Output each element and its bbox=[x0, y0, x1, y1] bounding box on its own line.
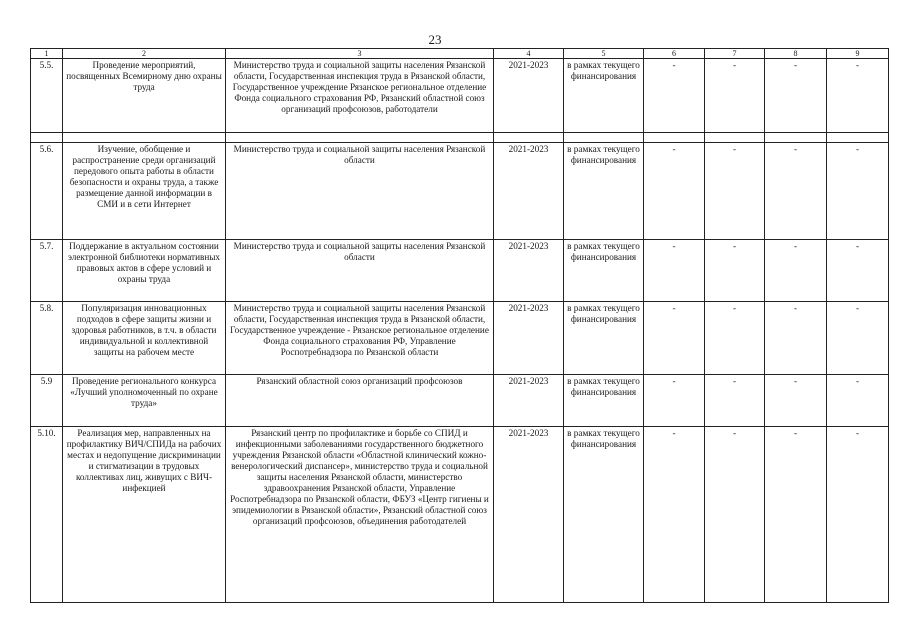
item-number: 5.10. bbox=[31, 427, 63, 603]
funding-cell: в рамках текущего финансирования bbox=[564, 143, 644, 240]
value-cell: - bbox=[644, 143, 705, 240]
event-cell: Поддержание в актуальном состоянии электронной библиотеки нормативных правовых актов в сфере условий и охраны труда bbox=[63, 240, 226, 302]
value-cell: - bbox=[827, 302, 889, 375]
value-cell: - bbox=[644, 302, 705, 375]
table-row bbox=[31, 59, 889, 133]
column-number: 8 bbox=[765, 49, 827, 59]
column-number: 2 bbox=[63, 49, 226, 59]
item-number: 5.5. bbox=[31, 59, 63, 133]
value-cell: - bbox=[765, 143, 827, 240]
executors-cell: Рязанский центр по профилактике и борьбе со СПИД и инфекционными заболеваниями государственного бюджетного учреждения Рязанской области «Областной клинический кожно-венерологический диспансер», министерство труда и социальной защиты населения Рязанской области, министерство здравоохранения Рязанской области, Управление Роспотребнадзора по Рязанской области, ФБУЗ «Центр гигиены и эпидемиологии в Рязанской области», Рязанский областной союз организаций профсоюзов, объединения работодателей bbox=[226, 427, 494, 603]
funding-cell: в рамках текущего финансирования bbox=[564, 302, 644, 375]
item-number: 5.7. bbox=[31, 240, 63, 302]
item-number: 5.6. bbox=[31, 143, 63, 240]
value-cell: - bbox=[705, 143, 765, 240]
column-number: 6 bbox=[644, 49, 705, 59]
activities-table bbox=[30, 48, 889, 603]
executors-cell: Министерство труда и социальной защиты населения Рязанской области bbox=[226, 240, 494, 302]
value-cell: - bbox=[705, 59, 765, 133]
executors-cell: Рязанский областной союз организаций профсоюзов bbox=[226, 375, 494, 427]
table-row bbox=[31, 302, 889, 375]
event-cell: Проведение регионального конкурса «Лучший уполномоченный по охране труда» bbox=[63, 375, 226, 427]
column-number: 1 bbox=[31, 49, 63, 59]
period-cell: 2021-2023 bbox=[494, 375, 564, 427]
value-cell: - bbox=[765, 302, 827, 375]
value-cell: - bbox=[705, 240, 765, 302]
period-cell: 2021-2023 bbox=[494, 302, 564, 375]
column-number: 7 bbox=[705, 49, 765, 59]
column-number: 4 bbox=[494, 49, 564, 59]
period-cell: 2021-2023 bbox=[494, 427, 564, 603]
funding-cell: в рамках текущего финансирования bbox=[564, 59, 644, 133]
period-cell: 2021-2023 bbox=[494, 143, 564, 240]
executors-cell: Министерство труда и социальной защиты населения Рязанской области bbox=[226, 143, 494, 240]
value-cell: - bbox=[705, 375, 765, 427]
executors-cell: Министерство труда и социальной защиты населения Рязанской области, Государственная инспекция труда в Рязанской области, Государственное учреждение Рязанское региональное отделение Фонда социального страхования РФ, Рязанский областной союз организаций профсоюзов, работодатели bbox=[226, 59, 494, 133]
event-cell: Реализация мер, направленных на профилактику ВИЧ/СПИДа на рабочих местах и недопущение дискриминации и стигматизации в трудовых коллективах лиц, живущих с ВИЧ-инфекцией bbox=[63, 427, 226, 603]
column-number-row bbox=[31, 49, 889, 59]
event-cell: Изучение, обобщение и распространение среди организаций передового опыта работы в области безопасности и охраны труда, а также размещение данной информации в СМИ и в сети Интернет bbox=[63, 143, 226, 240]
period-cell: 2021-2023 bbox=[494, 240, 564, 302]
value-cell: - bbox=[765, 240, 827, 302]
value-cell: - bbox=[827, 375, 889, 427]
value-cell: - bbox=[765, 375, 827, 427]
executors-cell: Министерство труда и социальной защиты населения Рязанской области, Государственная инспекция труда в Рязанской области, Государственное учреждение - Рязанское региональное отделение Фонда социального страхования РФ, Управление Роспотребнадзора по Рязанской области bbox=[226, 302, 494, 375]
table-row bbox=[31, 240, 889, 302]
item-number: 5.8. bbox=[31, 302, 63, 375]
value-cell: - bbox=[827, 240, 889, 302]
event-cell: Популяризация инновационных подходов в сфере защиты жизни и здоровья работников, в т.ч. в области индивидуальной и коллективной защиты на рабочем месте bbox=[63, 302, 226, 375]
event-cell: Проведение мероприятий, посвященных Всемирному дню охраны труда bbox=[63, 59, 226, 133]
value-cell: - bbox=[827, 143, 889, 240]
value-cell: - bbox=[644, 59, 705, 133]
value-cell: - bbox=[644, 427, 705, 603]
table-row bbox=[31, 143, 889, 240]
funding-cell: в рамках текущего финансирования bbox=[564, 427, 644, 603]
value-cell: - bbox=[705, 427, 765, 603]
value-cell: - bbox=[705, 302, 765, 375]
column-number: 3 bbox=[226, 49, 494, 59]
table-row bbox=[31, 427, 889, 603]
table-row bbox=[31, 375, 889, 427]
value-cell: - bbox=[644, 240, 705, 302]
column-number: 5 bbox=[564, 49, 644, 59]
value-cell: - bbox=[765, 427, 827, 603]
value-cell: - bbox=[827, 427, 889, 603]
page-number: 23 bbox=[428, 32, 442, 47]
value-cell: - bbox=[765, 59, 827, 133]
funding-cell: в рамках текущего финансирования bbox=[564, 240, 644, 302]
spacer-row bbox=[31, 133, 889, 143]
value-cell: - bbox=[644, 375, 705, 427]
period-cell: 2021-2023 bbox=[494, 59, 564, 133]
value-cell: - bbox=[827, 59, 889, 133]
column-number: 9 bbox=[827, 49, 889, 59]
funding-cell: в рамках текущего финансирования bbox=[564, 375, 644, 427]
item-number: 5.9 bbox=[31, 375, 63, 427]
